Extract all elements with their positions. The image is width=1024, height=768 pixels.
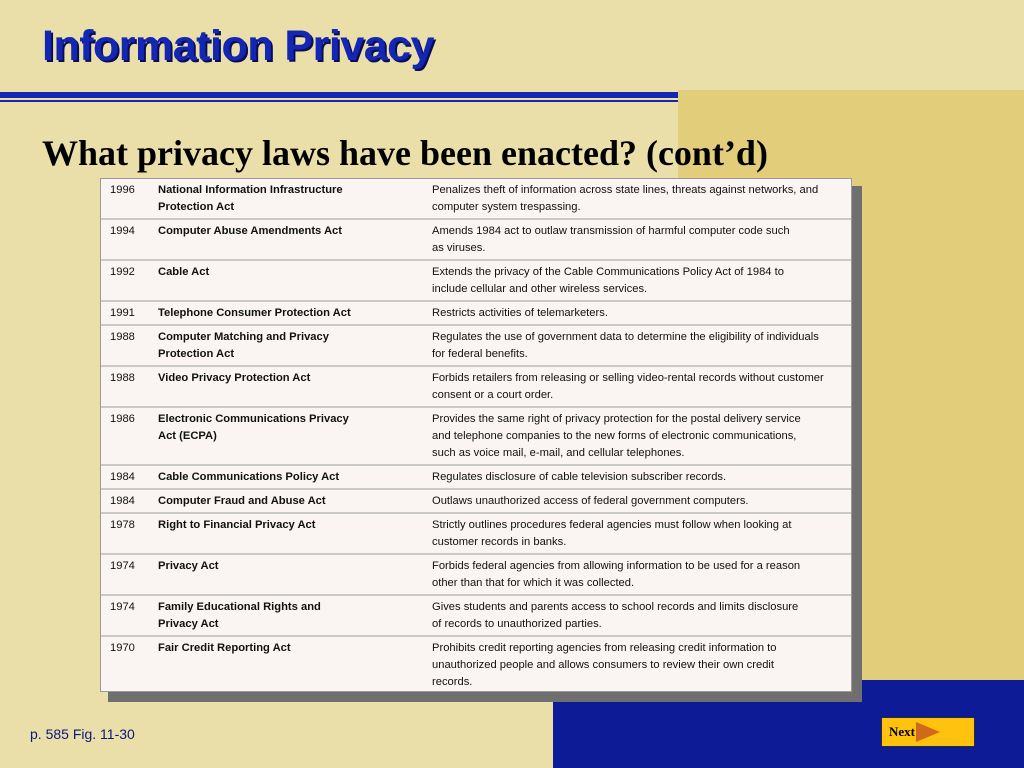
- table-row: [101, 489, 851, 513]
- law-name-line: Protection Act: [158, 348, 235, 360]
- law-name: [154, 465, 428, 489]
- law-description-line: Amends 1984 act to outlaw transmission of harmful computer code such: [432, 225, 790, 237]
- law-description: [428, 325, 851, 366]
- law-description-line: of records to unauthorized parties.: [432, 618, 602, 630]
- law-description-line: include cellular and other wireless services.: [432, 283, 648, 295]
- law-name: [154, 407, 428, 465]
- law-description-line: customer records in banks.: [432, 536, 567, 548]
- law-description-line: Regulates disclosure of cable television subscriber records.: [432, 471, 727, 483]
- law-description: [428, 301, 851, 325]
- law-description: [428, 595, 851, 636]
- law-description-line: and telephone companies to the new forms of electronic communications,: [432, 430, 797, 442]
- next-button[interactable]: [881, 717, 975, 747]
- law-description-line: Forbids federal agencies from allowing information to be used for a reason: [432, 560, 801, 572]
- law-description: [428, 366, 851, 407]
- title-rule-thick: [0, 92, 678, 98]
- law-name-line: Privacy Act: [158, 618, 219, 630]
- law-description-line: unauthorized people and allows consumers to review their own credit: [432, 659, 775, 671]
- law-name-line: Act (ECPA): [158, 430, 217, 442]
- law-description: [428, 513, 851, 554]
- law-description-line: Extends the privacy of the Cable Communications Policy Act of 1984 to: [432, 266, 784, 278]
- law-description-line: Regulates the use of government data to determine the eligibility of individuals: [432, 331, 819, 343]
- table-row: [101, 260, 851, 301]
- law-description-line: Prohibits credit reporting agencies from releasing credit information to: [432, 642, 777, 654]
- law-name-line: Video Privacy Protection Act: [158, 372, 311, 384]
- law-year: 1996: [101, 179, 154, 219]
- law-year: 1984: [101, 489, 154, 513]
- law-name-line: Computer Fraud and Abuse Act: [158, 495, 326, 507]
- slide-subtitle: What privacy laws have been enacted? (cont’d): [42, 133, 768, 173]
- law-name: [154, 325, 428, 366]
- law-description-line: computer system trespassing.: [432, 201, 581, 213]
- law-description: [428, 465, 851, 489]
- law-description-line: Strictly outlines procedures federal agencies must follow when looking at: [432, 519, 792, 531]
- law-description-line: Restricts activities of telemarketers.: [432, 307, 608, 319]
- law-name-line: Protection Act: [158, 201, 235, 213]
- law-name: [154, 636, 428, 692]
- law-name: [154, 489, 428, 513]
- law-year: 1978: [101, 513, 154, 554]
- law-name-line: Computer Abuse Amendments Act: [158, 225, 342, 237]
- law-description-line: Outlaws unauthorized access of federal government computers.: [432, 495, 749, 507]
- table-row: [101, 219, 851, 260]
- law-name-line: Privacy Act: [158, 560, 219, 572]
- law-description: [428, 554, 851, 595]
- law-name-line: Fair Credit Reporting Act: [158, 642, 291, 654]
- law-description-line: such as voice mail, e-mail, and cellular telephones.: [432, 447, 685, 459]
- law-description-line: Provides the same right of privacy protection for the postal delivery service: [432, 413, 801, 425]
- arrow-right-icon: [916, 722, 940, 742]
- law-description-line: Forbids retailers from releasing or selling video-rental records without customer: [432, 372, 824, 384]
- law-description-line: other than that for which it was collected.: [432, 577, 635, 589]
- table-row: [101, 179, 851, 219]
- law-name: [154, 554, 428, 595]
- law-description: [428, 407, 851, 465]
- law-description-line: Penalizes theft of information across state lines, threats against networks, and: [432, 184, 819, 196]
- figure-reference: p. 585 Fig. 11-30: [30, 726, 135, 742]
- law-name: [154, 179, 428, 219]
- table-row: [101, 554, 851, 595]
- table-row: [101, 325, 851, 366]
- table-row: [101, 513, 851, 554]
- law-description-line: as viruses.: [432, 242, 486, 254]
- law-description: [428, 489, 851, 513]
- law-description: [428, 636, 851, 692]
- law-name-line: Electronic Communications Privacy: [158, 413, 349, 425]
- law-year: 1991: [101, 301, 154, 325]
- law-name-line: National Information Infrastructure: [158, 184, 343, 196]
- law-year: 1970: [101, 636, 154, 692]
- law-description-line: Gives students and parents access to school records and limits disclosure: [432, 601, 799, 613]
- law-description-line: records.: [432, 676, 473, 688]
- law-year: 1974: [101, 595, 154, 636]
- law-description-line: consent or a court order.: [432, 389, 554, 401]
- table-row: [101, 636, 851, 692]
- law-name: [154, 366, 428, 407]
- law-name: [154, 260, 428, 301]
- law-name-line: Cable Communications Policy Act: [158, 471, 340, 483]
- law-year: 1992: [101, 260, 154, 301]
- law-description: [428, 179, 851, 219]
- law-description: [428, 260, 851, 301]
- law-name: [154, 301, 428, 325]
- law-year: 1988: [101, 366, 154, 407]
- law-name: [154, 219, 428, 260]
- privacy-laws-table: [101, 179, 851, 692]
- law-description-line: for federal benefits.: [432, 348, 528, 360]
- law-year: 1994: [101, 219, 154, 260]
- law-name-line: Right to Financial Privacy Act: [158, 519, 316, 531]
- slide-title: Information Privacy: [42, 22, 434, 70]
- title-rule-thin: [0, 100, 678, 102]
- law-description: [428, 219, 851, 260]
- law-name-line: Family Educational Rights and: [158, 601, 321, 613]
- law-name: [154, 513, 428, 554]
- law-name-line: Computer Matching and Privacy: [158, 331, 329, 343]
- table-row: [101, 366, 851, 407]
- law-year: 1988: [101, 325, 154, 366]
- law-year: 1984: [101, 465, 154, 489]
- law-year: 1986: [101, 407, 154, 465]
- privacy-laws-table-container: [100, 178, 852, 692]
- table-row: [101, 595, 851, 636]
- table-row: [101, 301, 851, 325]
- table-row: [101, 407, 851, 465]
- law-name-line: Telephone Consumer Protection Act: [158, 307, 351, 319]
- law-year: 1974: [101, 554, 154, 595]
- law-name: [154, 595, 428, 636]
- law-name-line: Cable Act: [158, 266, 210, 278]
- next-button-label: Next: [889, 724, 915, 739]
- table-row: [101, 465, 851, 489]
